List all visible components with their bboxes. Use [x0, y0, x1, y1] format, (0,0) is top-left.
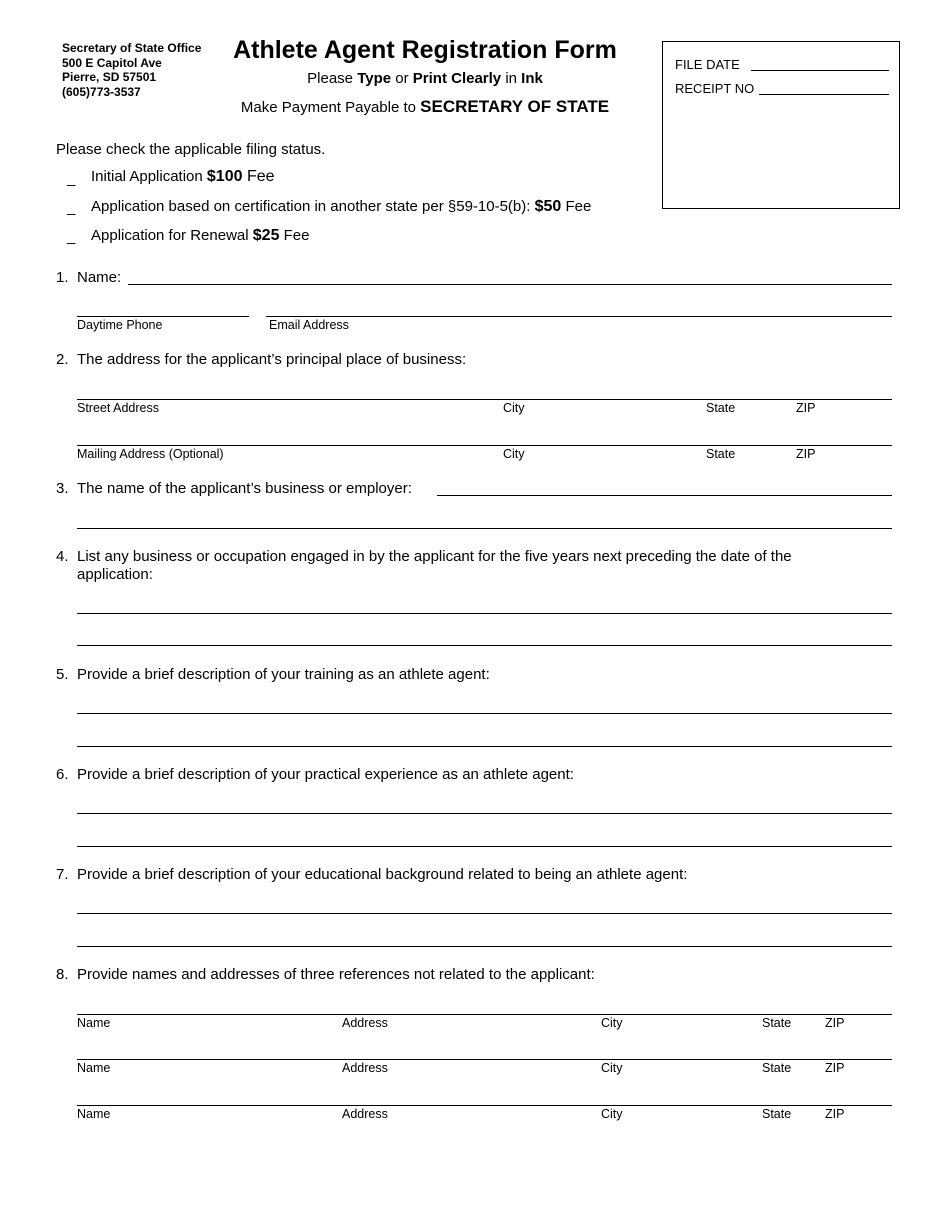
q4-label-line1: List any business or occupation engaged in by the applicant for the five years next preceding the date of the — [77, 548, 792, 565]
reference-2-city-label: City — [601, 1061, 623, 1075]
training-field-line1[interactable] — [77, 713, 892, 714]
receipt-no-label: RECEIPT NO — [675, 81, 755, 96]
reference-3-address-label: Address — [342, 1107, 388, 1121]
reference-1-name-label: Name — [77, 1016, 111, 1030]
q4-label-line2: application: — [77, 566, 153, 583]
reference-2-state-label: State — [762, 1061, 792, 1075]
office-use-box — [662, 41, 900, 209]
status-checkbox-initial[interactable]: _ — [67, 170, 76, 187]
daytime-phone-field[interactable] — [77, 316, 249, 317]
reference-3-state-label: State — [762, 1107, 792, 1121]
office-city: Pierre, SD 57501 — [62, 70, 157, 84]
reference-3-zip-label: ZIP — [825, 1107, 845, 1121]
zip-label: ZIP — [796, 401, 816, 415]
reference-2-zip-label: ZIP — [825, 1061, 845, 1075]
q6-number: 6. — [56, 766, 69, 783]
reference-1-state-label: State — [762, 1016, 792, 1030]
occupation-field-line2[interactable] — [77, 645, 892, 646]
file-date-field[interactable] — [751, 70, 889, 71]
office-name: Secretary of State Office — [62, 41, 202, 55]
q3-label: The name of the applicant’s business or employer: — [77, 480, 412, 497]
reference-2-address-label: Address — [342, 1061, 388, 1075]
q8-label: Provide names and addresses of three references not related to the applicant: — [77, 966, 595, 983]
q6-label: Provide a brief description of your practical experience as an athlete agent: — [77, 766, 574, 783]
status-option-renewal: Application for Renewal $25 Fee — [91, 227, 310, 244]
daytime-phone-label: Daytime Phone — [77, 318, 163, 332]
reference-3-city-label: City — [601, 1107, 623, 1121]
city-label: City — [503, 401, 525, 415]
experience-field-line2[interactable] — [77, 846, 892, 847]
q7-number: 7. — [56, 866, 69, 883]
mailing-address-label: Mailing Address (Optional) — [77, 447, 224, 461]
q8-number: 8. — [56, 966, 69, 983]
reference-3-name-label: Name — [77, 1107, 111, 1121]
reference-2-field[interactable] — [77, 1059, 892, 1060]
q7-label: Provide a brief description of your educational background related to being an athlete agent: — [77, 866, 688, 883]
reference-2-name-label: Name — [77, 1061, 111, 1075]
instructions-type: Please Type or Print Clearly in Ink — [307, 70, 543, 87]
q3-number: 3. — [56, 480, 69, 497]
q2-number: 2. — [56, 351, 69, 368]
mailing-address-field[interactable] — [77, 445, 892, 446]
mailing-city-label: City — [503, 447, 525, 461]
q1-number: 1. — [56, 269, 69, 286]
occupation-field-line1[interactable] — [77, 613, 892, 614]
employer-field-line2[interactable] — [77, 528, 892, 529]
office-phone: (605)773-3537 — [62, 84, 141, 99]
mailing-zip-label: ZIP — [796, 447, 816, 461]
q1-name-label: Name: — [77, 269, 122, 286]
status-checkbox-certification[interactable]: _ — [67, 199, 76, 216]
employer-field[interactable] — [437, 495, 892, 496]
street-address-label: Street Address — [77, 401, 159, 415]
reference-1-zip-label: ZIP — [825, 1016, 845, 1030]
status-option-certification: Application based on certification in another state per §59-10-5(b): $50 Fee — [91, 198, 592, 215]
state-label: State — [706, 401, 736, 415]
q2-label: The address for the applicant’s principal place of business: — [77, 351, 467, 368]
email-label: Email Address — [269, 318, 349, 332]
reference-1-field[interactable] — [77, 1014, 892, 1015]
experience-field-line1[interactable] — [77, 813, 892, 814]
name-field[interactable] — [128, 284, 892, 285]
reference-1-address-label: Address — [342, 1016, 388, 1030]
training-field-line2[interactable] — [77, 746, 892, 747]
file-date-label: FILE DATE — [675, 57, 740, 72]
status-checkbox-renewal[interactable]: _ — [67, 228, 76, 245]
email-field[interactable] — [266, 316, 892, 317]
street-address-field[interactable] — [77, 399, 892, 400]
q5-number: 5. — [56, 666, 69, 683]
q5-label: Provide a brief description of your training as an athlete agent: — [77, 666, 490, 683]
page-title: Athlete Agent Registration Form — [233, 36, 617, 64]
reference-3-field[interactable] — [77, 1105, 892, 1106]
reference-1-city-label: City — [601, 1016, 623, 1030]
status-option-initial: Initial Application $100 Fee — [91, 168, 275, 185]
q4-number: 4. — [56, 548, 69, 565]
office-street: 500 E Capitol Ave — [62, 55, 162, 70]
receipt-no-field[interactable] — [759, 94, 889, 95]
payment-instructions: Make Payment Payable to SECRETARY OF STATE — [240, 97, 610, 116]
office-address — [62, 41, 201, 99]
education-field-line2[interactable] — [77, 946, 892, 947]
filing-status-prompt: Please check the applicable filing status. — [56, 141, 326, 158]
education-field-line1[interactable] — [77, 913, 892, 914]
mailing-state-label: State — [706, 447, 736, 461]
